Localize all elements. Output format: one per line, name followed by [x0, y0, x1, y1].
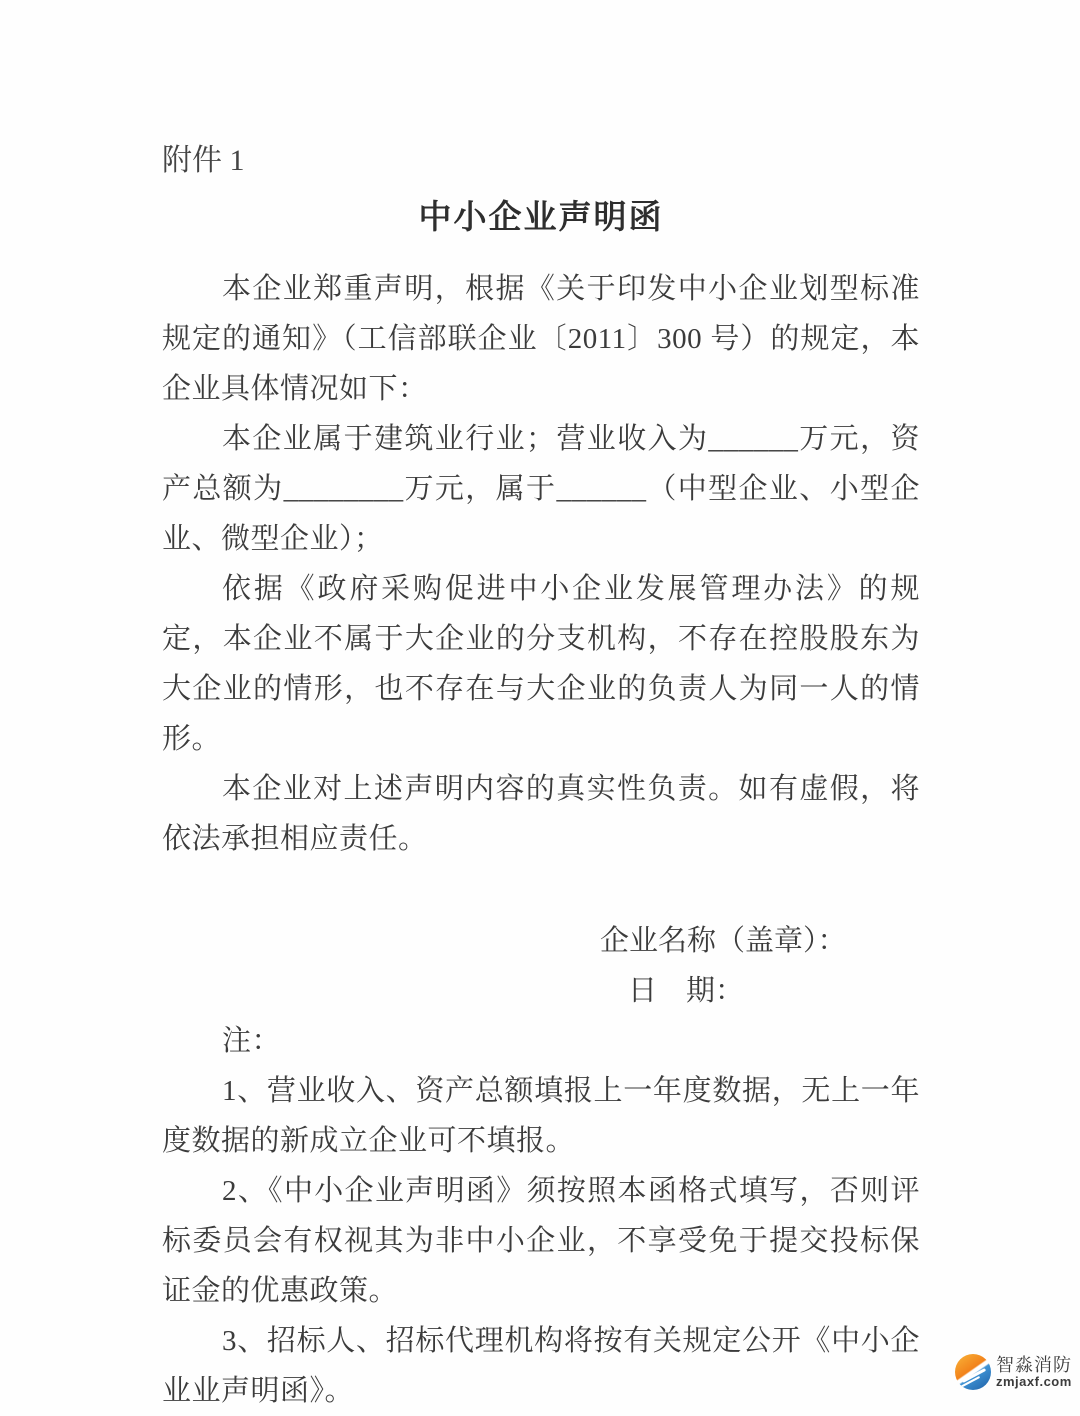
note-item-3: 3、招标人、招标代理机构将按有关规定公开《中小企业业声明函》。 — [162, 1325, 920, 1407]
attachment-label: 附件 1 — [162, 144, 245, 177]
brand-name: 智淼消防 — [996, 1354, 1072, 1375]
date-label: 日 期： — [628, 975, 745, 1007]
note-item-2: 2、《中小企业声明函》须按照本函格式填写，否则评标委员会有权视其为非中小企业，不享受免于提交投标保证金的优惠政策。 — [162, 1175, 920, 1307]
signature-block — [162, 916, 920, 1016]
paragraph-declaration-basis: 本企业郑重声明，根据《关于印发中小企业划型标准规定的通知》（工信部联企业〔2011〕300 号）的规定，本企业具体情况如下： — [162, 273, 920, 405]
brand-domain: zmjaxf.com — [996, 1373, 1072, 1389]
brand-logo-icon — [955, 1354, 991, 1390]
paragraph-responsibility: 本企业对上述声明内容的真实性负责。如有虚假，将依法承担相应责任。 — [162, 773, 920, 855]
notes-label: 注： — [222, 1025, 282, 1057]
paragraph-industry-and-blanks: 本企业属于建筑业行业；营业收入为______万元，资产总额为________万元，属于______（中型企业、小型企业、微型企业）； — [162, 423, 920, 555]
brand-text — [996, 1356, 1072, 1389]
page-title: 中小企业声明函 — [418, 198, 664, 235]
watermark — [955, 1354, 1072, 1390]
company-seal-label: 企业名称（盖章）： — [600, 925, 847, 957]
paragraph-not-large-enterprise: 依据《政府采购促进中小企业发展管理办法》的规定，本企业不属于大企业的分支机构，不存在控股股东为大企业的情形，也不存在与大企业的负责人为同一人的情形。 — [162, 573, 920, 755]
note-item-1: 1、营业收入、资产总额填报上一年度数据，无上一年度数据的新成立企业可不填报。 — [162, 1075, 920, 1157]
